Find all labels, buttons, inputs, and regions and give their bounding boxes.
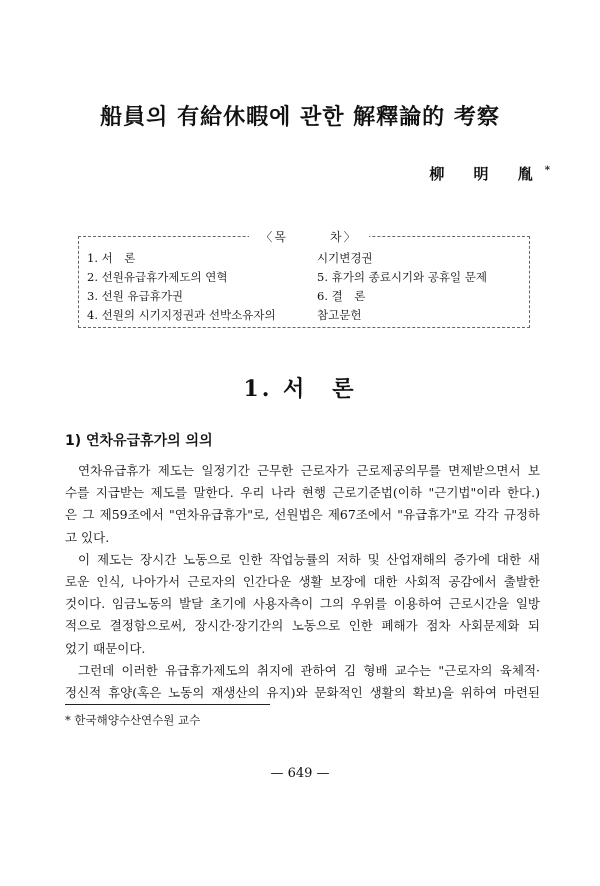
toc-item: 5. 휴가의 종료시기와 공휴일 문제: [317, 270, 488, 284]
toc-item: 1. 서 론: [87, 251, 136, 265]
toc-item: 3. 선원 유급휴가권: [87, 289, 184, 303]
body-line: 적으로 결정함으로써, 장시간·장기간의 노동으로 인한 폐해가 점차 사회문제화 되: [65, 618, 540, 634]
page-number: — 649 —: [270, 766, 330, 781]
body-line: 었기 때문이다.: [65, 640, 146, 656]
section-heading: 1. 서 론: [243, 376, 357, 402]
paper-title: 船員의 有給休暇에 관한 解釋論的 考察: [100, 104, 500, 130]
body-line: 정신적 휴양(혹은 노동의 재생산의 유지)와 문화적인 생활의 확보)을 위하여 마련된: [65, 684, 540, 700]
toc-item: 4. 선원의 시기지정권과 선박소유자의: [87, 308, 276, 322]
footnote: * 한국해양수산연수원 교수: [65, 713, 201, 727]
toc-item: 2. 선원유급휴가제도의 연혁: [87, 270, 228, 284]
body-line: 로운 인식, 나아가서 근로자의 인간다운 생활 보장에 대한 사회적 공감에서 출발한: [65, 573, 540, 589]
body-text: [65, 460, 540, 704]
toc-item: 참고문헌: [317, 308, 362, 322]
author-name: [420, 163, 550, 184]
toc-heading: 〈목 차〉: [249, 228, 369, 245]
subsection-heading: 1) 연차유급휴가의 의의: [65, 433, 213, 449]
body-line: 은 그 제59조에서 "연차유급휴가"로, 선원법은 제67조에서 "유급휴가"로 각각 규정하: [65, 507, 540, 523]
body-line: 그런데 이러한 유급휴가제도의 취지에 관하여 김 형배 교수는 "근로자의 육체적·: [78, 662, 540, 678]
body-line: 이 제도는 장시간 노동으로 인한 작업능률의 저하 및 산업재해의 증가에 대한 새: [78, 551, 540, 567]
footnote-divider: [65, 704, 270, 705]
body-line: 것이다. 임금노동의 발달 초기에 사용자측이 그의 우위를 이용하여 근로시간을 일방: [65, 596, 540, 612]
toc-left-column: [87, 249, 307, 325]
author-footnote-mark: *: [544, 165, 550, 176]
body-line: 수를 지급받는 제도를 말한다. 우리 나라 현행 근로기준법(이하 "근기법"이라 한다.): [65, 485, 540, 501]
body-line: 연차유급휴가 제도는 일정기간 근무한 근로자가 근로제공의무를 면제받으면서 보: [78, 463, 540, 478]
toc-right-column: [317, 249, 527, 325]
toc-item: 6. 결 론: [317, 289, 366, 303]
body-line: 고 있다.: [65, 529, 110, 545]
table-of-contents: [78, 230, 530, 328]
toc-item: 시기변경권: [317, 251, 373, 265]
author-text: 柳 明 胤: [429, 165, 545, 183]
